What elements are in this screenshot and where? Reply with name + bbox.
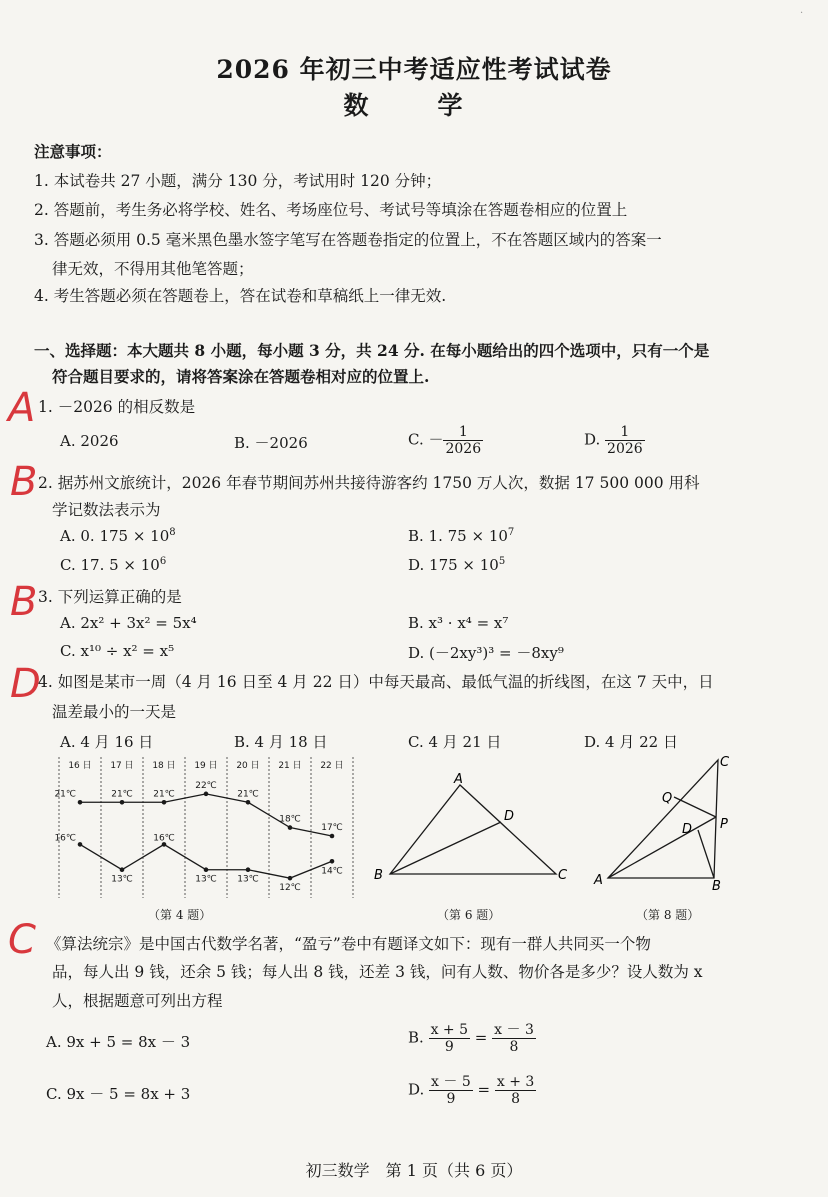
page-title: 2026 年初三中考适应性考试试卷	[216, 55, 612, 84]
q5-option-b: B. $\frac{x + 5}{9}$ = $\frac{x - 3}{8}$	[408, 1022, 534, 1055]
point-a-label: A	[454, 772, 463, 787]
chart-data-label: 22℃	[195, 780, 217, 791]
q1-option-b: B. －2026	[234, 434, 308, 452]
chart-point	[120, 867, 125, 872]
chart-data-label: 16℃	[153, 833, 175, 844]
chart-point	[78, 842, 83, 847]
chart-point	[246, 867, 251, 872]
point-q-label: Q	[662, 791, 673, 806]
q2-option-c: C. 17. $5 \times 10^6$	[60, 556, 167, 574]
chart-point	[78, 800, 83, 805]
segment-db	[698, 830, 714, 878]
notice-heading: 注意事项：	[34, 142, 112, 161]
q2-option-b: B. 1. $75 \times 10^7$	[408, 527, 515, 545]
q3-option-c: C. x¹⁰ ÷ x² = x⁵	[60, 642, 175, 660]
q4-option-b: B. 4 月 18 日	[234, 733, 328, 751]
section-heading: 一、选择题：本大题共 8 小题，每小题 3 分，共 24 分. 在每小题给出的四个选项中，只有一个是	[34, 341, 710, 360]
chart-data-label: 21℃	[153, 789, 175, 800]
chart-point	[246, 800, 251, 805]
notice-item-1: 1. 本试卷共 27 小题，满分 130 分，考试用时 120 分钟；	[34, 172, 442, 190]
chart-category-label: 19 日	[194, 761, 218, 771]
q1-option-d: D. $\frac{1}{2026}$	[584, 424, 643, 457]
q1-stem: 1. －2026 的相反数是	[38, 398, 196, 416]
chart-point	[288, 825, 293, 830]
chart-data-label: 21℃	[54, 789, 76, 800]
handwritten-answer-q3: B	[10, 579, 38, 625]
subject-title: 数 学	[343, 91, 485, 120]
chart-category-label: 18 日	[152, 761, 176, 771]
q3-option-a: A. 2x² + 3x² = 5x⁴	[60, 614, 197, 632]
q2-stem-line2: 学记数法表示为	[52, 501, 161, 519]
notice-item-2: 2. 答题前，考生务必将学校、姓名、考场座位号、考试号等填涂在答题卷相应的位置上	[34, 201, 628, 219]
q5-option-d: D. $\frac{x - 5}{9}$ = $\frac{x + 3}{8}$	[408, 1074, 535, 1107]
chart-data-label: 21℃	[111, 789, 133, 800]
q3-option-b: B. x³ · x⁴ = x⁷	[408, 614, 509, 632]
notice-item-3: 3. 答题必须用 0.5 毫米黑色墨水签字笔写在答题卷指定的位置上，不在答题区域内的答案一	[34, 231, 662, 249]
q4-stem-line2: 温差最小的一天是	[52, 703, 177, 721]
chart-data-label: 13℃	[237, 874, 259, 885]
q5-stem-line3: 人，根据题意可列出方程	[52, 992, 223, 1010]
figure-8-right-triangle	[590, 750, 750, 895]
segment-qp	[674, 797, 716, 817]
point-a-label: A	[594, 873, 603, 888]
q2-option-a: A. 0. $175 \times 10^8$	[60, 527, 176, 545]
q4-option-a: A. 4 月 16 日	[60, 733, 154, 751]
section-heading-cont: 符合题目要求的，请将答案涂在答题卷相对应的位置上.	[52, 367, 430, 386]
point-c-label: C	[720, 755, 730, 770]
chart-category-label: 16 日	[68, 761, 92, 771]
chart-series-line	[80, 844, 332, 878]
q5-option-c: C. 9x － 5 = 8x + 3	[46, 1085, 191, 1103]
chart-data-label: 14℃	[321, 866, 343, 877]
point-d-label: D	[504, 809, 515, 824]
triangle-abc	[608, 760, 718, 878]
chart-category-label: 17 日	[110, 761, 134, 771]
fig6-caption: （第 6 题）	[437, 908, 501, 922]
q1-option-a: A. 2026	[60, 432, 119, 450]
page-footer: 初三数学 第 1 页（共 6 页）	[305, 1161, 523, 1180]
q2-stem-line1: 2. 据苏州文旅统计，2026 年春节期间苏州共接待游客约 1750 万人次，数据 17 500 000 用科	[38, 474, 700, 492]
triangle-abc	[390, 785, 556, 874]
point-b-label: B	[712, 879, 721, 894]
chart-data-label: 18℃	[279, 814, 301, 825]
notice-item-4: 4. 考生答题必须在答题卷上，答在试卷和草稿纸上一律无效.	[34, 287, 447, 305]
point-b-label: B	[374, 868, 383, 883]
chart-data-label: 12℃	[279, 883, 301, 894]
handwritten-answer-q2: B	[10, 459, 38, 505]
figure-6-triangle	[370, 765, 570, 890]
fig4-caption: （第 4 题）	[148, 908, 212, 922]
handwritten-answer-q5: C	[8, 917, 36, 963]
chart-category-label: 22 日	[320, 761, 344, 771]
point-p-label: P	[720, 817, 728, 832]
point-d-label: D	[682, 822, 693, 837]
handwritten-answer-q1: A	[8, 385, 36, 431]
chart-point	[204, 792, 209, 797]
q3-stem: 3. 下列运算正确的是	[38, 588, 182, 606]
q5-option-a: A. 9x + 5 = 8x － 3	[46, 1033, 191, 1051]
q1-option-c: C. － $\frac{1}{2026}$	[408, 424, 482, 457]
chart-data-label: 21℃	[237, 789, 259, 800]
chart-categories	[68, 760, 343, 771]
chart-data-label: 13℃	[111, 874, 133, 885]
chart-point	[120, 800, 125, 805]
chart-data-label: 17℃	[321, 823, 343, 833]
q2-option-d: D. $175 \times 10^5$	[408, 556, 506, 574]
q5-stem-line2: 品，每人出 9 钱，还余 5 钱；每人出 8 钱，还差 3 钱，问有人数、物价各是多少？设人数为 x	[52, 963, 703, 981]
chart-category-label: 21 日	[278, 761, 302, 771]
chart-category-label: 20 日	[236, 761, 260, 771]
q4-option-d: D. 4 月 22 日	[584, 733, 678, 751]
fig8-caption: （第 8 题）	[636, 908, 700, 922]
chart-series	[54, 781, 342, 893]
corner-dot: ·	[800, 8, 804, 19]
segment-ap	[608, 817, 716, 878]
notice-item-3-cont: 律无效，不得用其他笔答题；	[52, 260, 254, 278]
point-c-label: C	[558, 868, 568, 883]
chart-data-label: 16℃	[54, 833, 76, 844]
chart-point	[330, 834, 335, 839]
q4-stem-line1: 4. 如图是某市一周（4 月 16 日至 4 月 22 日）中每天最高、最低气温的折线图，在这 7 天中，日	[38, 673, 714, 691]
q5-stem-line1: 《算法统宗》是中国古代数学名著，“盈亏”卷中有题译文如下：现有一群人共同买一个物	[46, 935, 651, 953]
chart-point	[330, 859, 335, 864]
q3-option-d: D. (－2xy³)³ = －8xy⁹	[408, 644, 564, 662]
temperature-line-chart	[54, 755, 360, 900]
chart-point	[162, 800, 167, 805]
chart-point	[288, 876, 293, 881]
handwritten-answer-q4: D	[10, 661, 41, 707]
segment-bd	[390, 822, 501, 874]
chart-data-label: 13℃	[195, 874, 217, 885]
chart-point	[204, 867, 209, 872]
q4-option-c: C. 4 月 21 日	[408, 733, 502, 751]
